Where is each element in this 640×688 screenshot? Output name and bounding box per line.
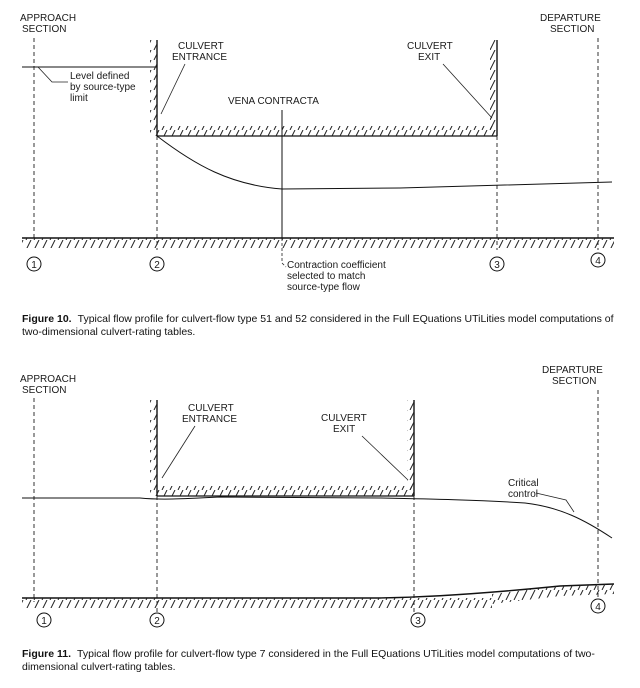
figure-11-caption	[22, 648, 622, 674]
fig11-section-number-3: 3	[415, 616, 421, 627]
fig10-section-number-1: 1	[31, 260, 37, 271]
fig11-critical-label-1: Critical	[508, 478, 539, 489]
fig11-entrance-label-2: ENTRANCE	[182, 414, 238, 425]
fig10-contraction-label-2: selected to match	[287, 271, 366, 282]
fig10-entrance-headwall-hatch	[150, 40, 157, 136]
fig10-section-number-3: 3	[494, 260, 500, 271]
fig10-culvert-roof-hatch	[157, 126, 497, 136]
fig10-entrance-label-2: ENTRANCE	[172, 52, 228, 63]
fig11-channel-bed-hatch	[22, 598, 492, 608]
fig10-exit-label-1: CULVERT	[407, 41, 453, 52]
fig10-departure-label-1: DEPARTURE	[540, 13, 601, 24]
figure-10-caption-number: Figure 10.	[22, 313, 72, 325]
fig10-entrance-leader	[161, 64, 185, 114]
fig11-entrance-label-1: CULVERT	[188, 403, 234, 414]
fig11-water-surface	[22, 497, 612, 538]
fig11-departure-label-1: DEPARTURE	[542, 365, 603, 376]
fig10-exit-headwall-hatch	[490, 40, 497, 136]
fig10-level-label-2: by source-type	[70, 82, 136, 93]
fig10-section-number-4: 4	[595, 256, 601, 267]
fig11-section-number-2: 2	[154, 616, 160, 627]
fig11-exit-headwall-hatch	[407, 400, 414, 496]
fig10-exit-label-2: EXIT	[418, 52, 441, 63]
fig11-entrance-leader	[162, 426, 195, 478]
figure-10-caption-text: Typical flow profile for culvert-flow type 51 and 52 considered in the Full EQuations UTiLities model computations of two-dimensional culvert-rating tables.	[22, 313, 614, 338]
fig10-level-label-3: limit	[70, 93, 88, 104]
fig11-approach-label-2: SECTION	[22, 385, 67, 396]
fig10-level-label-1: Level defined	[70, 71, 130, 82]
fig10-entrance-label-1: CULVERT	[178, 41, 224, 52]
fig10-channel-bed-hatch	[22, 238, 614, 248]
fig11-entrance-headwall-hatch	[150, 400, 157, 496]
fig11-approach-label-1: APPROACH	[20, 374, 77, 385]
figure-11-caption-number: Figure 11.	[22, 648, 72, 660]
fig11-section-number-1: 1	[41, 616, 47, 627]
figure-11-diagram	[20, 365, 614, 627]
fig10-contraction-label-1: Contraction coefficient	[287, 260, 386, 271]
figure-11-caption-text: Typical flow profile for culvert-flow type 7 considered in the Full EQuations UTiLities model computations of two-dimensional culvert-rating tables.	[22, 648, 595, 673]
fig10-approach-label-1: APPROACH	[20, 13, 77, 24]
fig10-departure-label-2: SECTION	[550, 24, 595, 35]
fig10-approach-label-2: SECTION	[22, 24, 67, 35]
fig11-exit-label-2: EXIT	[333, 424, 356, 435]
fig11-critical-label-2: control	[508, 489, 539, 500]
fig11-exit-label-1: CULVERT	[321, 413, 367, 424]
fig11-section-number-4: 4	[595, 602, 601, 613]
fig10-contraction-label-3: source-type flow	[287, 282, 360, 293]
figure-10-diagram	[20, 13, 614, 293]
fig11-departure-label-2: SECTION	[552, 376, 597, 387]
figure-10-caption	[22, 313, 618, 339]
fig10-vena-label: VENA CONTRACTA	[228, 96, 319, 107]
fig10-water-surface	[157, 136, 612, 189]
fig10-section-number-2: 2	[154, 260, 160, 271]
fig10-level-leader	[38, 67, 68, 82]
fig11-exit-leader	[362, 436, 408, 480]
fig11-culvert-roof-hatch	[157, 486, 414, 496]
fig10-exit-leader	[443, 64, 492, 118]
